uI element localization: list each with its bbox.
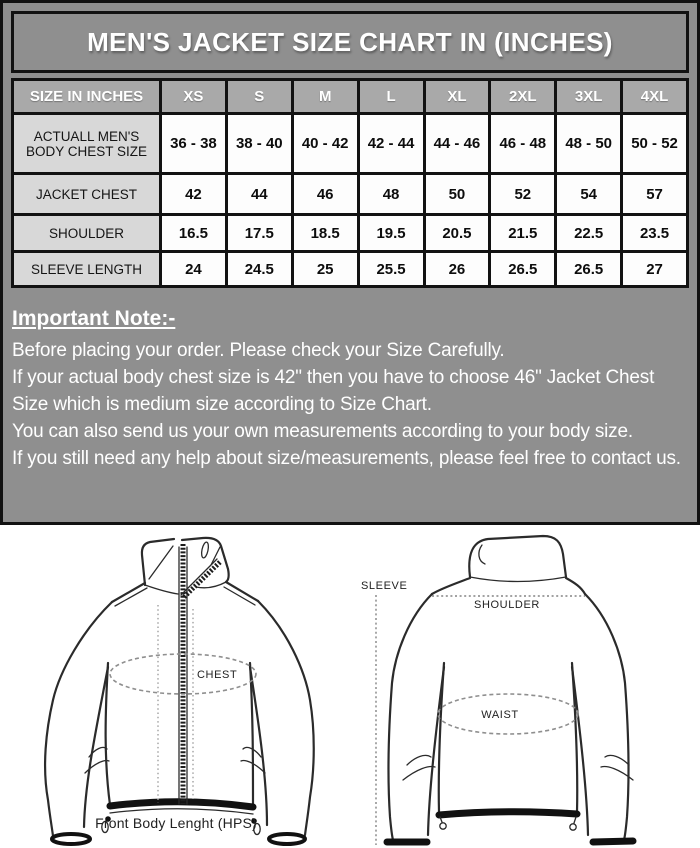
- note-line: If your actual body chest size is 42" then you have to choose 46" Jacket Chest: [12, 367, 655, 388]
- size-cell: 22.5: [556, 215, 622, 252]
- chest-measure-label: CHEST: [197, 669, 238, 681]
- size-cell: 18.5: [292, 215, 358, 252]
- size-cell: 25: [292, 252, 358, 287]
- size-cell: 44: [226, 174, 292, 215]
- shoulder-measure-label: SHOULDER: [474, 599, 540, 611]
- size-cell: 50: [424, 174, 490, 215]
- size-cell: 42 - 44: [358, 114, 424, 174]
- jacket-diagrams: [0, 525, 700, 848]
- table-row-sleeve-length: [13, 252, 688, 287]
- col-header-4xl: 4XL: [622, 80, 688, 114]
- size-cell: 26.5: [556, 252, 622, 287]
- size-cell: 44 - 46: [424, 114, 490, 174]
- size-cell: 38 - 40: [226, 114, 292, 174]
- row-label-sleeve-length: SLEEVE LENGTH: [13, 252, 161, 287]
- size-cell: 48 - 50: [556, 114, 622, 174]
- col-header-2xl: 2XL: [490, 80, 556, 114]
- size-cell: 16.5: [161, 215, 227, 252]
- note-line: If you still need any help about size/measurements, please feel free to contact us.: [12, 448, 681, 469]
- table-row-shoulder: [13, 215, 688, 252]
- note-line: Size which is medium size according to Size Chart.: [12, 394, 432, 415]
- size-cell: 25.5: [358, 252, 424, 287]
- size-cell: 46: [292, 174, 358, 215]
- important-note: [12, 307, 687, 472]
- size-cell: 52: [490, 174, 556, 215]
- size-cell: 36 - 38: [161, 114, 227, 174]
- row-label-body-chest: ACTUALL MEN'S BODY CHEST SIZE: [13, 114, 161, 174]
- sleeve-measure-label: SLEEVE: [361, 580, 408, 592]
- size-cell: 24: [161, 252, 227, 287]
- col-header-size-in-inches: SIZE IN INCHES: [13, 80, 161, 114]
- jacket-back-diagram: [345, 525, 700, 848]
- jacket-front-diagram: [15, 525, 335, 848]
- size-cell: 19.5: [358, 215, 424, 252]
- size-cell: 17.5: [226, 215, 292, 252]
- table-row-body-chest: [13, 114, 688, 174]
- size-cell: 27: [622, 252, 688, 287]
- size-cell: 57: [622, 174, 688, 215]
- size-cell: 48: [358, 174, 424, 215]
- size-cell: 42: [161, 174, 227, 215]
- size-cell: 54: [556, 174, 622, 215]
- size-cell: 46 - 48: [490, 114, 556, 174]
- note-line: You can also send us your own measurements according to your body size.: [12, 421, 633, 442]
- page-title: MEN'S JACKET SIZE CHART IN (INCHES): [11, 11, 689, 73]
- table-header-row: [13, 80, 688, 114]
- size-cell: 21.5: [490, 215, 556, 252]
- row-label-jacket-chest: JACKET CHEST: [13, 174, 161, 215]
- size-table: [11, 78, 689, 288]
- row-label-shoulder: SHOULDER: [13, 215, 161, 252]
- front-body-length-label: Front Body Lenght (HPS): [95, 815, 257, 831]
- col-header-s: S: [226, 80, 292, 114]
- size-cell: 20.5: [424, 215, 490, 252]
- waist-measure-label: WAIST: [481, 709, 519, 721]
- note-heading: Important Note:-: [12, 307, 176, 330]
- note-line: Before placing your order. Please check your Size Carefully.: [12, 340, 505, 361]
- col-header-l: L: [358, 80, 424, 114]
- col-header-m: M: [292, 80, 358, 114]
- size-cell: 26.5: [490, 252, 556, 287]
- size-cell: 23.5: [622, 215, 688, 252]
- size-cell: 26: [424, 252, 490, 287]
- col-header-3xl: 3XL: [556, 80, 622, 114]
- col-header-xl: XL: [424, 80, 490, 114]
- size-cell: 40 - 42: [292, 114, 358, 174]
- size-cell: 50 - 52: [622, 114, 688, 174]
- table-row-jacket-chest: [13, 174, 688, 215]
- size-cell: 24.5: [226, 252, 292, 287]
- col-header-xs: XS: [161, 80, 227, 114]
